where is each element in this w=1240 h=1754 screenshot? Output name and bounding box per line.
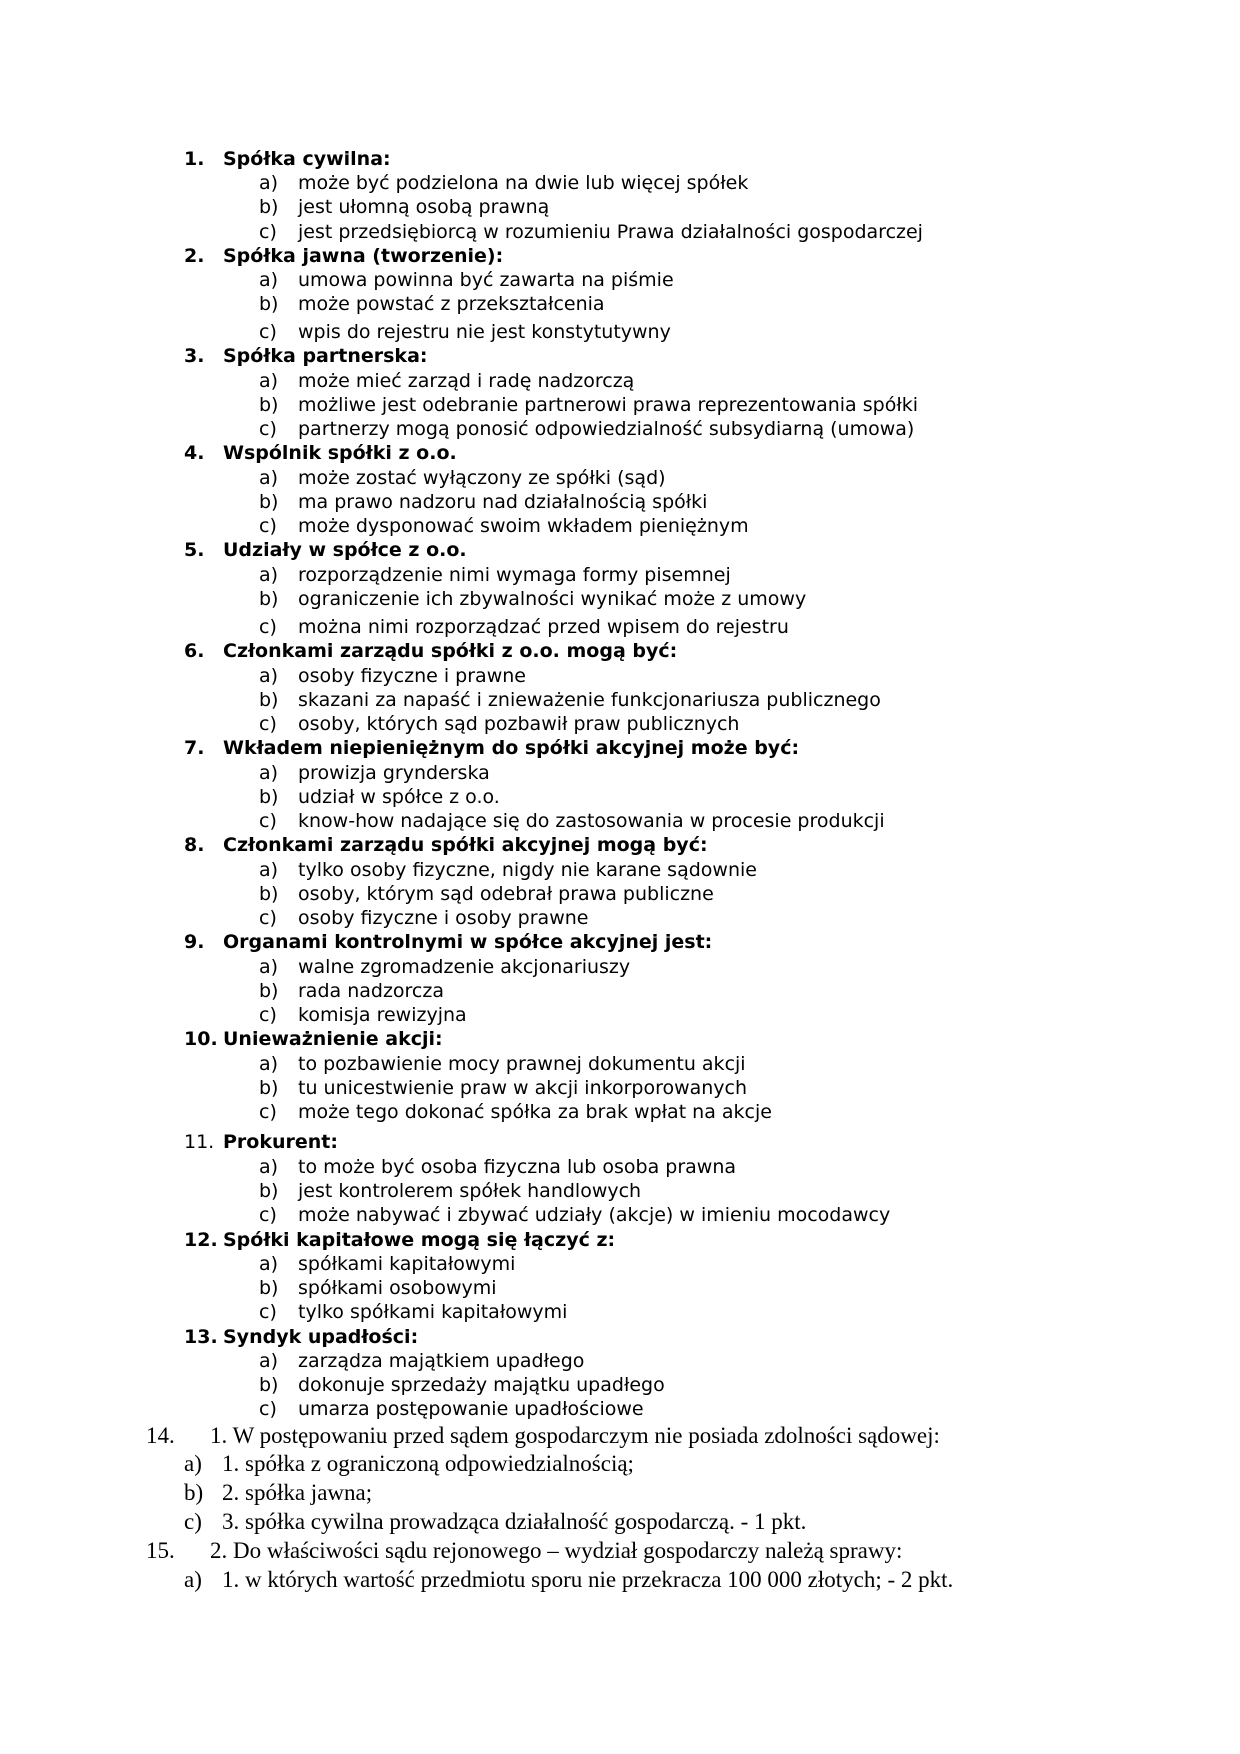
option-letter: c)	[184, 1509, 202, 1534]
option-13c	[259, 1397, 644, 1421]
question-text: Wspólnik spółki z o.o.	[223, 442, 457, 464]
option-1c	[259, 220, 923, 244]
question-text: 1. W postępowaniu przed sądem gospodarczym nie posiada zdolności sądowej:	[210, 1423, 940, 1448]
option-text: ograniczenie ich zbywalności wynikać może z umowy	[298, 588, 807, 610]
option-letter: a)	[259, 467, 279, 489]
question-number: 14.	[146, 1423, 175, 1448]
option-letter: a)	[259, 1156, 279, 1178]
option-1b	[259, 195, 549, 219]
option-text: tylko osoby fizyczne, nigdy nie karane sądownie	[298, 859, 757, 881]
option-3c	[259, 417, 914, 441]
question-number: 8.	[184, 834, 205, 856]
option-text: jest kontrolerem spółek handlowych	[298, 1180, 642, 1202]
question-text: Spółka partnerska:	[223, 345, 428, 367]
option-text: rozporządzenie nimi wymaga formy pisemnej	[298, 564, 731, 586]
option-4b	[259, 490, 707, 514]
question-15	[146, 1537, 902, 1565]
option-text: umarza postępowanie upadłościowe	[298, 1398, 644, 1420]
option-letter: b)	[259, 394, 279, 416]
option-letter: c)	[259, 1004, 277, 1026]
option-8c	[259, 906, 588, 930]
option-text: zarządza majątkiem upadłego	[298, 1350, 585, 1372]
option-7a	[259, 761, 490, 785]
option-13a	[259, 1349, 584, 1373]
option-letter: a)	[259, 370, 279, 392]
option-letter: c)	[259, 418, 277, 440]
option-letter: b)	[259, 689, 279, 711]
option-letter: a)	[259, 762, 279, 784]
option-text: może zostać wyłączony ze spółki (sąd)	[298, 467, 666, 489]
question-text: Członkami zarządu spółki akcyjnej mogą być:	[223, 834, 708, 856]
option-text: udział w spółce z o.o.	[298, 786, 500, 808]
option-letter: c)	[259, 321, 277, 343]
option-letter: c)	[259, 515, 277, 537]
question-number: 2.	[184, 245, 205, 267]
question-number: 1.	[184, 148, 205, 170]
question-text: Unieważnienie akcji:	[223, 1028, 443, 1050]
option-10a	[259, 1052, 746, 1076]
option-text: osoby fizyczne i prawne	[298, 665, 526, 687]
option-letter: b)	[259, 1277, 279, 1299]
question-number: 11.	[184, 1131, 215, 1153]
option-text: dokonuje sprzedaży majątku upadłego	[298, 1374, 665, 1396]
option-9b	[259, 979, 444, 1003]
option-10b	[259, 1076, 747, 1100]
option-letter: a)	[184, 1567, 202, 1592]
option-letter: c)	[259, 1301, 277, 1323]
question-number: 3.	[184, 345, 205, 367]
option-letter: a)	[259, 859, 279, 881]
option-letter: c)	[259, 221, 277, 243]
option-text: ma prawo nadzoru nad działalnością spółki	[298, 491, 708, 513]
option-text: skazani za napaść i znieważenie funkcjonariusza publicznego	[298, 689, 881, 711]
option-letter: a)	[259, 956, 279, 978]
option-10c	[259, 1100, 772, 1124]
option-letter: c)	[259, 810, 277, 832]
option-letter: b)	[259, 1077, 279, 1099]
option-letter: c)	[259, 1204, 277, 1226]
option-text: partnerzy mogą ponosić odpowiedzialność subsydiarną (umowa)	[298, 418, 915, 440]
option-2b	[259, 292, 605, 316]
option-letter: a)	[259, 1053, 279, 1075]
option-letter: a)	[259, 1350, 279, 1372]
question-6	[184, 639, 677, 663]
option-text: tu unicestwienie praw w akcji inkorporowanych	[298, 1077, 748, 1099]
question-number: 9.	[184, 931, 205, 953]
question-text: Syndyk upadłości:	[223, 1326, 419, 1348]
option-letter: a)	[259, 1253, 279, 1275]
option-letter: b)	[259, 883, 279, 905]
option-6a	[259, 664, 526, 688]
question-number: 7.	[184, 737, 205, 759]
option-6b	[259, 688, 881, 712]
option-text: 3. spółka cywilna prowadząca działalność gospodarczą. - 1 pkt.	[222, 1509, 807, 1534]
option-letter: b)	[259, 491, 279, 513]
option-text: spółkami osobowymi	[298, 1277, 497, 1299]
option-letter: a)	[184, 1451, 202, 1476]
option-text: jest przedsiębiorcą w rozumieniu Prawa działalności gospodarczej	[298, 221, 923, 243]
option-letter: a)	[259, 269, 279, 291]
option-7b	[259, 785, 500, 809]
option-letter: c)	[259, 1398, 277, 1420]
option-12a	[259, 1252, 515, 1276]
question-7	[184, 736, 799, 760]
option-letter: c)	[259, 616, 277, 638]
option-text: możliwe jest odebranie partnerowi prawa reprezentowania spółki	[298, 394, 918, 416]
option-6c	[259, 712, 739, 736]
option-letter: b)	[259, 196, 279, 218]
option-text: to pozbawienie mocy prawnej dokumentu akcji	[298, 1053, 746, 1075]
question-text: Członkami zarządu spółki z o.o. mogą być:	[223, 640, 678, 662]
option-12b	[259, 1276, 497, 1300]
option-11c	[259, 1203, 890, 1227]
option-text: prowizja grynderska	[298, 762, 490, 784]
option-letter: a)	[259, 665, 279, 687]
question-12	[184, 1228, 615, 1252]
option-text: można nimi rozporządzać przed wpisem do rejestru	[298, 616, 789, 638]
question-5	[184, 538, 467, 562]
option-1a	[259, 171, 748, 195]
option-11b	[259, 1179, 641, 1203]
question-text: Spółki kapitałowe mogą się łączyć z:	[223, 1229, 616, 1251]
option-letter: b)	[259, 786, 279, 808]
option-letter: c)	[259, 907, 277, 929]
question-number: 15.	[146, 1538, 175, 1563]
question-9	[184, 930, 712, 954]
option-14b	[184, 1479, 372, 1507]
option-text: know-how nadające się do zastosowania w procesie produkcji	[298, 810, 885, 832]
question-3	[184, 344, 427, 368]
option-text: może nabywać i zbywać udziały (akcje) w imieniu mocodawcy	[298, 1204, 891, 1226]
option-text: jest ułomną osobą prawną	[298, 196, 550, 218]
option-13b	[259, 1373, 665, 1397]
option-9a	[259, 955, 630, 979]
option-3b	[259, 393, 918, 417]
option-14c	[184, 1508, 806, 1536]
option-11a	[259, 1155, 736, 1179]
option-letter: b)	[184, 1480, 204, 1505]
option-text: walne zgromadzenie akcjonariuszy	[298, 956, 631, 978]
option-3a	[259, 369, 634, 393]
question-text: Prokurent:	[223, 1131, 338, 1153]
option-4a	[259, 466, 666, 490]
option-letter: c)	[259, 713, 277, 735]
option-text: może tego dokonać spółka za brak wpłat na akcje	[298, 1101, 772, 1123]
question-number: 10.	[184, 1028, 218, 1050]
option-12c	[259, 1300, 567, 1324]
option-text: to może być osoba fizyczna lub osoba prawna	[298, 1156, 737, 1178]
option-text: 1. spółka z ograniczoną odpowiedzialnością;	[222, 1451, 634, 1476]
question-11	[184, 1130, 338, 1154]
question-2	[184, 244, 503, 268]
question-text: Spółka cywilna:	[223, 148, 391, 170]
option-text: komisja rewizyjna	[298, 1004, 467, 1026]
option-text: może powstać z przekształcenia	[298, 293, 605, 315]
option-text: spółkami kapitałowymi	[298, 1253, 516, 1275]
option-text: wpis do rejestru nie jest konstytutywny	[298, 321, 671, 343]
question-text: Spółka jawna (tworzenie):	[223, 245, 504, 267]
option-2c	[259, 320, 671, 344]
option-text: osoby fizyczne i osoby prawne	[298, 907, 589, 929]
option-4c	[259, 514, 749, 538]
option-text: 2. spółka jawna;	[222, 1480, 373, 1505]
question-13	[184, 1325, 418, 1349]
question-text: Wkładem niepieniężnym do spółki akcyjnej może być:	[223, 737, 800, 759]
option-letter: b)	[259, 293, 279, 315]
question-10	[184, 1027, 443, 1051]
question-number: 6.	[184, 640, 205, 662]
option-5b	[259, 587, 806, 611]
question-number: 5.	[184, 539, 205, 561]
question-8	[184, 833, 708, 857]
option-text: tylko spółkami kapitałowymi	[298, 1301, 568, 1323]
option-letter: b)	[259, 980, 279, 1002]
question-text: 2. Do właściwości sądu rejonowego – wydział gospodarczy należą sprawy:	[210, 1538, 903, 1563]
option-text: może mieć zarząd i radę nadzorczą	[298, 370, 635, 392]
question-number: 12.	[184, 1229, 218, 1251]
question-number: 4.	[184, 442, 205, 464]
option-text: może być podzielona na dwie lub więcej spółek	[298, 172, 749, 194]
question-1	[184, 147, 391, 171]
option-letter: a)	[259, 564, 279, 586]
question-14	[146, 1422, 940, 1450]
option-5c	[259, 615, 789, 639]
option-letter: a)	[259, 172, 279, 194]
option-8b	[259, 882, 714, 906]
option-letter: b)	[259, 1180, 279, 1202]
option-text: osoby, którym sąd odebrał prawa publiczne	[298, 883, 714, 905]
option-8a	[259, 858, 757, 882]
option-7c	[259, 809, 885, 833]
question-text: Udziały w spółce z o.o.	[223, 539, 467, 561]
option-text: umowa powinna być zawarta na piśmie	[298, 269, 674, 291]
option-14a	[184, 1450, 634, 1478]
question-4	[184, 441, 457, 465]
option-text: rada nadzorcza	[298, 980, 444, 1002]
question-number: 13.	[184, 1326, 218, 1348]
option-2a	[259, 268, 674, 292]
option-letter: b)	[259, 1374, 279, 1396]
option-text: może dysponować swoim wkładem pieniężnym	[298, 515, 749, 537]
option-5a	[259, 563, 731, 587]
option-9c	[259, 1003, 467, 1027]
option-text: osoby, których sąd pozbawił praw publicznych	[298, 713, 740, 735]
option-letter: c)	[259, 1101, 277, 1123]
option-text: 1. w których wartość przedmiotu sporu nie przekracza 100 000 złotych; - 2 pkt.	[222, 1567, 954, 1592]
option-letter: b)	[259, 588, 279, 610]
question-text: Organami kontrolnymi w spółce akcyjnej jest:	[223, 931, 713, 953]
option-15a	[184, 1566, 953, 1594]
